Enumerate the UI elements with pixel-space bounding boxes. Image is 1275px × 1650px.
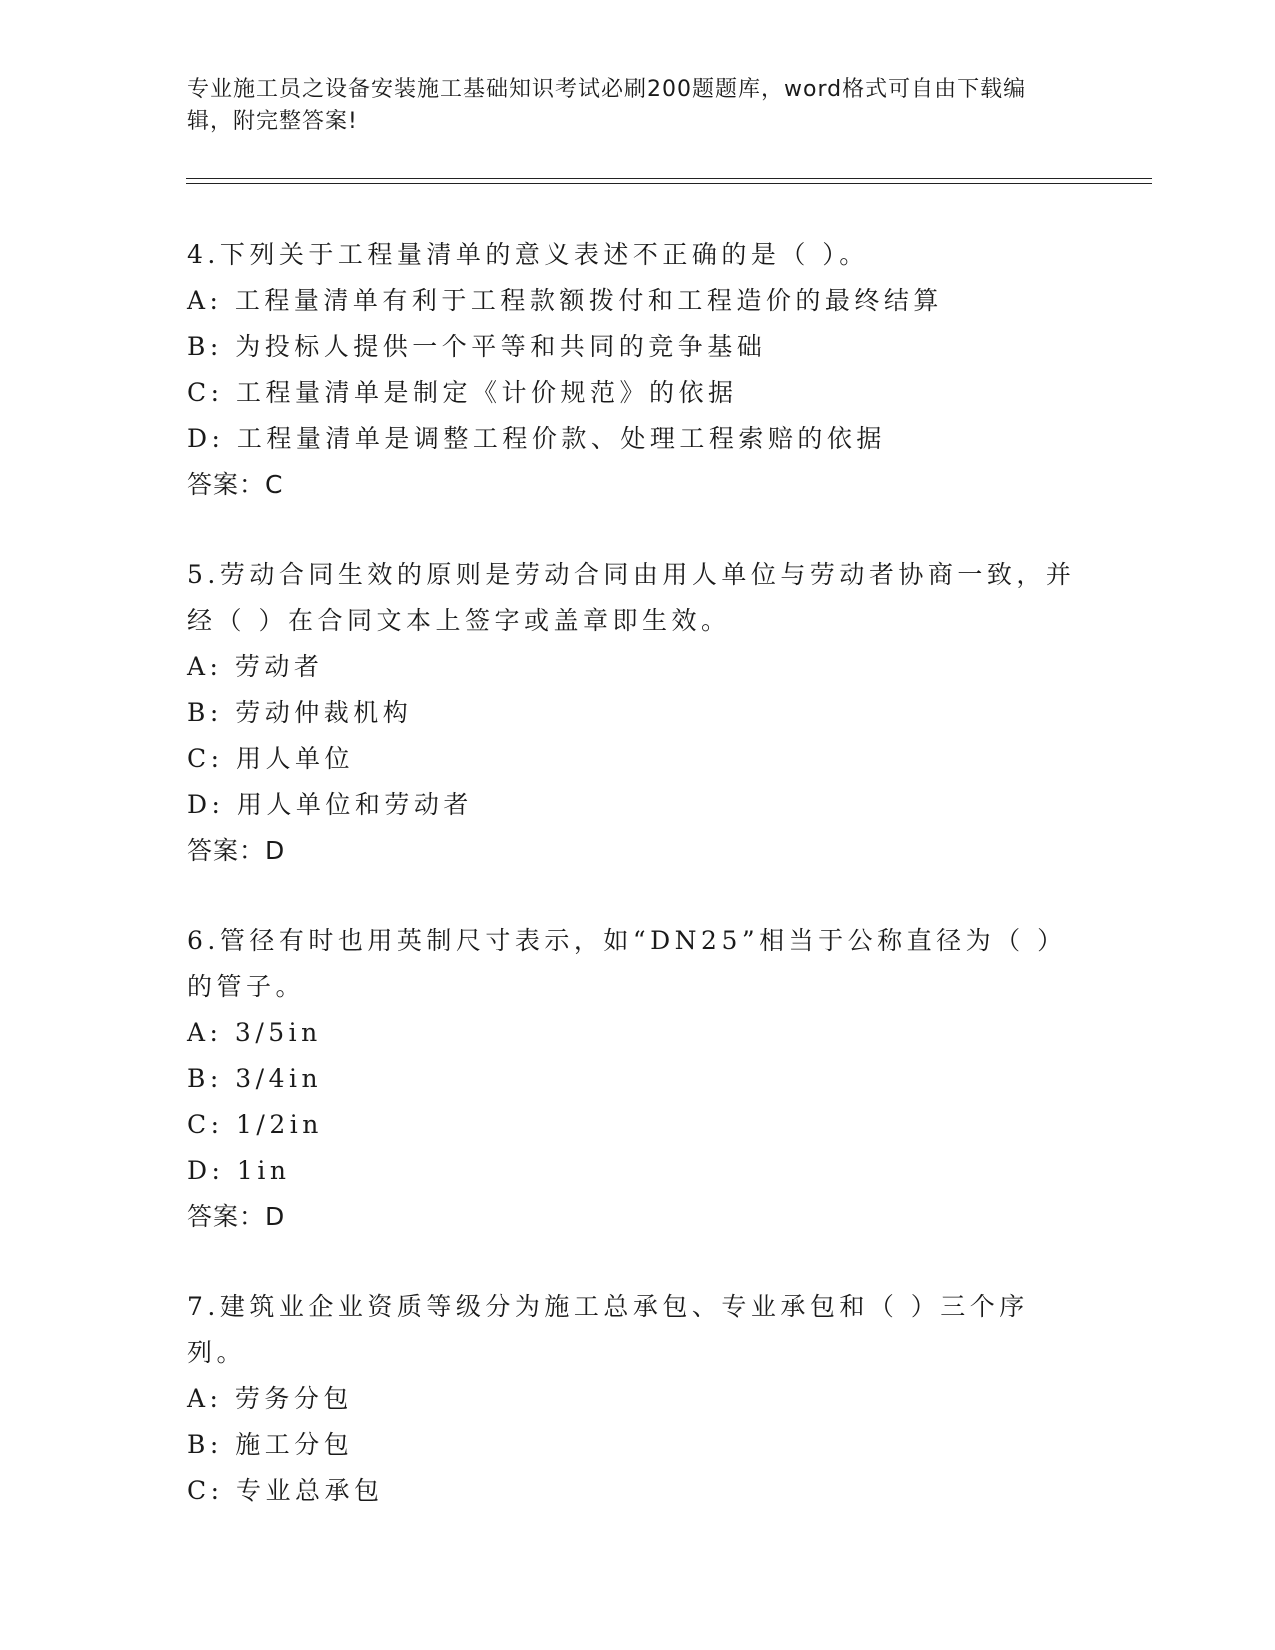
question-7 bbox=[187, 1284, 1087, 1514]
option-d: D: 用人单位和劳动者 bbox=[187, 790, 473, 819]
question-4 bbox=[187, 232, 1087, 508]
option-b: B: 劳动仲裁机构 bbox=[187, 698, 413, 727]
option-a: A: 工程量清单有利于工程款额拨付和工程造价的最终结算 bbox=[187, 286, 943, 315]
document-title: 专业施工员之设备安装施工基础知识考试必刷200题题库，word格式可自由下载编辑，附完整答案! bbox=[187, 77, 1027, 134]
document-header bbox=[187, 74, 1067, 138]
question-list bbox=[187, 232, 1087, 1558]
option-c: C: 用人单位 bbox=[187, 744, 354, 773]
question-stem: 5.劳动合同生效的原则是劳动合同由用人单位与劳动者协商一致，并经（ ）在合同文本上签字或盖章即生效。 bbox=[187, 560, 1076, 635]
question-6 bbox=[187, 918, 1087, 1240]
answer: 答案：D bbox=[187, 836, 286, 865]
option-c: C: 1/2in bbox=[187, 1110, 323, 1139]
option-b: B: 3/4in bbox=[187, 1064, 323, 1093]
option-a: A: 劳动者 bbox=[187, 652, 324, 681]
question-stem: 6.管径有时也用英制尺寸表示，如“DN25”相当于公称直径为（ ）的管子。 bbox=[187, 926, 1067, 1001]
option-b: B: 为投标人提供一个平等和共同的竞争基础 bbox=[187, 332, 767, 361]
option-d: D: 工程量清单是调整工程价款、处理工程索赔的依据 bbox=[187, 424, 886, 453]
header-divider-top bbox=[186, 178, 1152, 179]
option-b: B: 施工分包 bbox=[187, 1430, 354, 1459]
question-5 bbox=[187, 552, 1087, 874]
option-d: D: 1in bbox=[187, 1156, 291, 1185]
option-a: A: 劳务分包 bbox=[187, 1384, 353, 1413]
question-stem: 4.下列关于工程量清单的意义表述不正确的是（ ）。 bbox=[187, 240, 869, 269]
option-c: C: 工程量清单是制定《计价规范》的依据 bbox=[187, 378, 738, 407]
option-c: C: 专业总承包 bbox=[187, 1476, 384, 1505]
option-a: A: 3/5in bbox=[187, 1018, 322, 1047]
question-stem: 7.建筑业企业资质等级分为施工总承包、专业承包和（ ）三个序列。 bbox=[187, 1292, 1029, 1367]
answer: 答案：C bbox=[187, 470, 284, 499]
answer: 答案：D bbox=[187, 1202, 286, 1231]
header-divider-bottom bbox=[186, 183, 1152, 184]
